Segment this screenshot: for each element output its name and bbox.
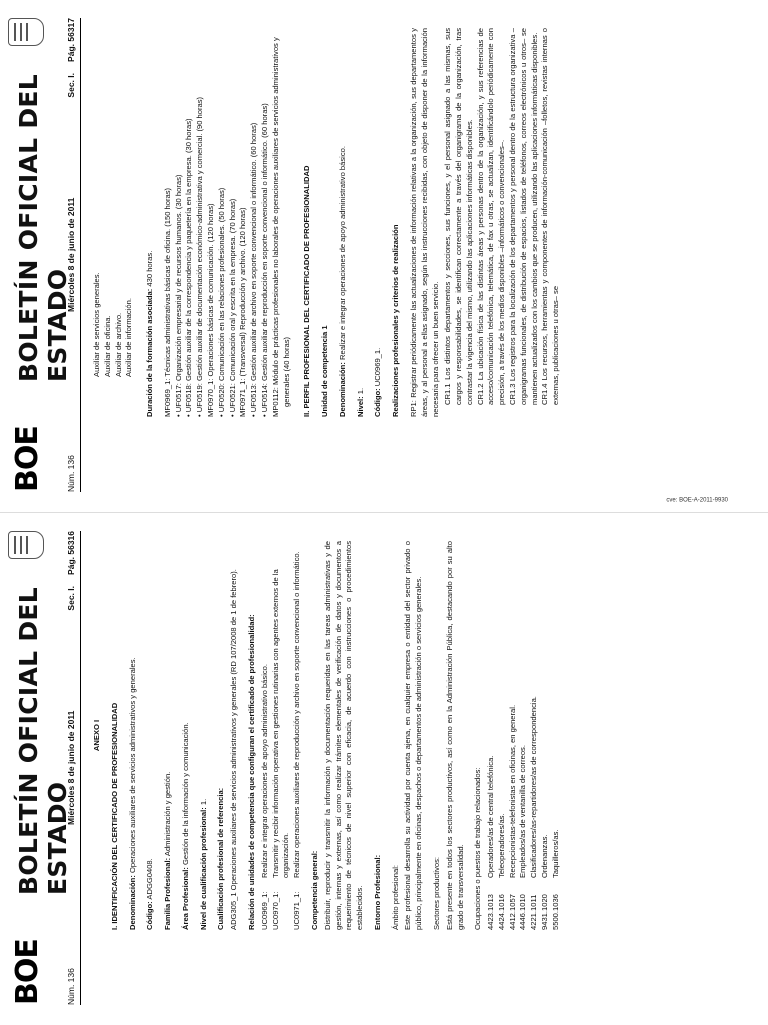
code: Código: ADGG0408. — [145, 858, 155, 930]
qualification-level: Nivel de cualificación profesional: 1. — [198, 798, 208, 930]
list-item: • UF0520: Comunicación en las relaciones profesionales. (50 horas) — [216, 187, 226, 417]
list-item: 4423.1013 Operadores/as de central telefónica. — [486, 755, 496, 930]
unit-level: Nivel: 1. — [355, 387, 365, 417]
list-item: UC0971_1: Realizar operaciones auxiliares de reproducción y archivo en soporte convencional o informático. — [292, 551, 302, 930]
professional-scope-text: Este profesional desarrolla su actividad por cuenta ajena, en cualquier empresa o entidad del sector privado o público, principalmente en oficinas, despachos o departamentos de administración o servicios generales. — [403, 541, 424, 930]
list-item: • UF0521: Comunicación oral y escrita en la empresa. (70 horas) — [227, 198, 237, 417]
list-item: CR1.4 Los recursos, herramientas y componentes de información-comunicación –folletos, revistas internas o externas, publicaciones u otras– se — [540, 28, 561, 405]
section-heading: I. IDENTIFICACIÓN DEL CERTIFICADO DE PROFESIONALIDAD — [109, 702, 119, 930]
productive-sectors-text: Está presente en todos los sectores productivos, así como en la Administración Pública, destacando por su alto grado de transversalidad. — [444, 541, 465, 930]
page-subheader — [66, 18, 81, 492]
page-number: Pág. 56316 — [66, 531, 76, 575]
productive-sectors-label: Sectores productivos: — [431, 856, 441, 930]
list-item: Auxiliar de información. — [124, 298, 134, 377]
rp1-text: RP1: Registrar periódicamente las actualizaciones de información relativas a la organización, sus departamentos y áreas, y al personal a ellas asignado, según las instrucciones recibidas, con objeto de disponer de la información necesaria para ofrecer un buen servicio. — [408, 28, 440, 417]
list-item: MF0969_1: Técnicas administrativas básicas de oficina. (150 horas) — [162, 187, 172, 417]
occupations-continued — [92, 28, 135, 417]
unit-code: Código: UC0969_1. — [373, 347, 383, 417]
reference-qualification-text: ADG305_1 Operaciones auxiliares de servicios administrativos y generales (RD 107/2008 de 1 de febrero). — [229, 569, 239, 930]
general-competence-label: Competencia general: — [309, 850, 319, 930]
realizations-heading: Realizaciones profesionales y criterios de realización — [391, 224, 401, 417]
page-subheader — [66, 531, 81, 1005]
page-number: Pág. 56317 — [66, 18, 76, 62]
coat-of-arms-icon — [8, 18, 44, 46]
list-item: • UF0513: Gestión auxiliar de archivo en soporte convencional o informático. (60 horas) — [249, 122, 259, 417]
list-item: 4424.1016 Teleoperadores/as. — [496, 813, 506, 930]
issue-date: Miércoles 8 de junio de 2011 — [66, 710, 76, 825]
list-item: 4412.1057 Recepcionistas-telefonistas en oficinas, en general. — [507, 704, 517, 930]
list-item: 4446.1010 Empleados/as de ventanilla de correos. — [518, 745, 528, 930]
unit-denomination: Denominación: Realizar e integrar operaciones de apoyo administrativo básico. — [337, 146, 347, 417]
professional-area: Área Profesional: Gestión de la información y comunicación. — [180, 722, 190, 930]
list-item: MF0971_1: (Transversal) Reproducción y archivo. (120 horas) — [238, 207, 248, 417]
list-item: Auxiliar de servicios generales. — [92, 272, 101, 377]
boe-logo: BOE — [10, 939, 45, 1005]
list-item: • UF0518: Gestión auxiliar de la correspondencia y paquetería en la empresa. (30 horas) — [184, 118, 194, 417]
professional-family: Familia Profesional: Administración y gestión. — [163, 771, 173, 930]
occupations-label: Ocupaciones o puestos de trabajo relacionados: — [473, 767, 483, 930]
competence-units-label: Relación de unidades de competencia que configuran el certificado de profesionalidad: — [247, 614, 257, 930]
list-item: 4221.1011 Clasificadores/as-repartidores/as de correspondencia. — [529, 696, 539, 930]
boe-logo: BOE — [10, 426, 45, 492]
professional-scope-label: Ámbito profesional: — [390, 864, 400, 930]
list-item: • UF0517: Organización empresarial y de recursos humanos. (30 horas) — [173, 174, 183, 417]
coat-of-arms-icon — [8, 531, 44, 559]
competence-units-list — [260, 541, 303, 930]
list-item: Auxiliar de oficina. — [102, 315, 112, 377]
annex-title: ANEXO I — [92, 719, 101, 752]
list-item: CR1.2 La ubicación física de las distintas áreas y personas dentro de la organización, y sus referencias de acceso/comunicación telefónica, telemática, de fax u otras, se actualizan, identificándolo periódicamente con precisión, a través de los medios disponibles –informáticos o convencionales–. — [475, 28, 507, 405]
section-label: Sec. I. — [66, 73, 76, 98]
list-item: UC0969_1: Realizar e integrar operaciones de apoyo administrativo básico. — [259, 663, 269, 930]
issue-number: Núm. 136 — [66, 968, 76, 1005]
issue-date: Miércoles 8 de junio de 2011 — [66, 197, 76, 312]
occupations-list — [486, 541, 561, 930]
journal-title: BOLETÍN OFICIAL DEL ESTADO — [14, 73, 72, 382]
journal-title: BOLETÍN OFICIAL DEL ESTADO — [14, 586, 72, 895]
section-heading: II. PERFIL PROFESIONAL DEL CERTIFICADO DE PROFESIONALIDAD — [302, 165, 312, 417]
list-item: CR1.3 Los registros para la localización de los departamentos y personal dentro de la estructura organizativa –organigramas funcionales, de distribución de espacios, listados de teléfonos, correos electrónicos u otros– se mantienen actualizados con los cambios que se producen, utilizando las aplicaciones informáticas disponibles. — [508, 28, 539, 405]
cve-code: cve: BOE-A-2011-9930 — [666, 497, 728, 503]
list-item: • UF0519: Gestión auxiliar de documentación económico-administrativa y comercial. (90 horas) — [195, 96, 205, 417]
section-label: Sec. I. — [66, 586, 76, 611]
denomination: Denominación: Operaciones auxiliares de servicios administrativos y generales. — [127, 657, 137, 930]
reference-qualification-label: Cualificación profesional de referencia: — [216, 787, 226, 930]
list-item: 5500.1036 Taquilleros/as. — [550, 829, 560, 930]
page-56316 — [0, 497, 768, 1025]
unit-title: Unidad de competencia 1 — [320, 325, 330, 417]
page-56317 — [0, 0, 768, 512]
page-content — [92, 541, 562, 930]
module-list — [163, 28, 292, 417]
duration-line: Duración de la formación asociada: 430 horas. — [145, 250, 155, 417]
professional-environment-label: Entorno Profesional: — [372, 854, 382, 930]
list-item: CR1.1 Los distintos departamentos y secciones, sus funciones, y el personal asignado a las mismas, sus cargos y responsabilidades, se identifican correctamente a través del organigrama de la organización, tras contrastar la vigencia del mismo, utilizando las aplicaciones informáticas disponibles. — [443, 28, 474, 405]
criteria-list — [443, 28, 562, 417]
list-item: 9431.1020 Ordenanzas. — [540, 834, 549, 930]
list-item: UC0970_1: Transmitir y recibir información operativa en gestiones rutinarias con agentes externos de la organización. — [270, 569, 291, 930]
general-competence-text: Distribuir, reproducir y transmitir la información y documentación requeridas en las tareas administrativas y de gestión, internas y externas, así como realizar trámites elementales de verificación de datos y documentos a requerimiento de técnicos de nivel superior con eficacia, de acuerdo con instrucciones o procedimientos establecidos. — [322, 541, 365, 930]
page-content — [92, 28, 562, 417]
list-item: MF0970_1: Operaciones básicas de comunicación. (120 horas) — [206, 203, 216, 417]
issue-number: Núm. 136 — [66, 455, 76, 492]
list-item: Auxiliar de archivo. — [113, 312, 123, 377]
list-item: • UF0514: Gestión auxiliar de reproducción en soporte convencional o informático. (60 horas) — [259, 103, 269, 417]
list-item: MP0112: Módulo de prácticas profesionales no laborales de operaciones auxiliares de servicios administrativos y generales (40 horas) — [270, 37, 291, 417]
